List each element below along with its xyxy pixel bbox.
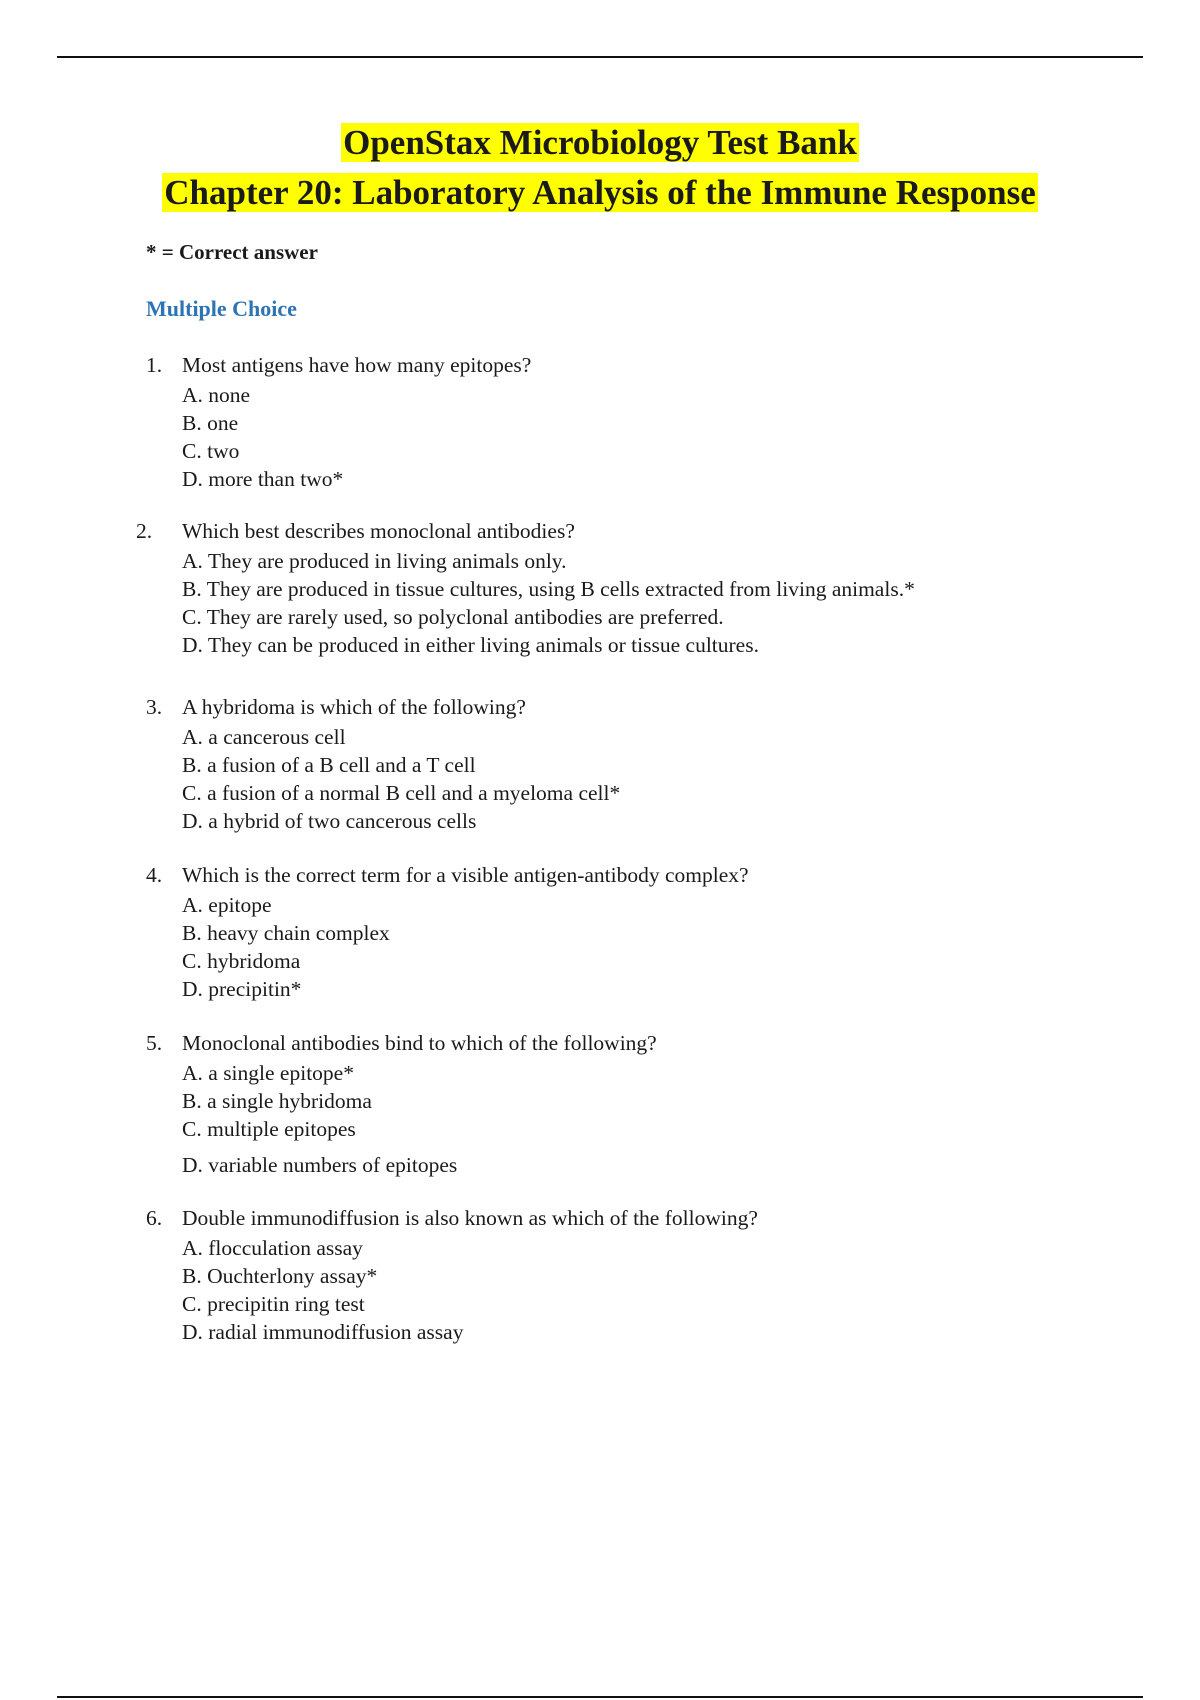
option-item: A. none: [182, 383, 251, 407]
option-item: D. a hybrid of two cancerous cells: [182, 809, 477, 833]
option-list: [182, 891, 390, 1003]
option-item: B. one: [182, 411, 239, 435]
option-item: A. They are produced in living animals only.: [182, 549, 567, 573]
option-item: C. two: [182, 439, 240, 463]
option-item: C. precipitin ring test: [182, 1292, 365, 1316]
option-item: C. a fusion of a normal B cell and a myeloma cell*: [182, 781, 621, 805]
option-item: A. flocculation assay: [182, 1236, 363, 1260]
question-number: 4.: [146, 863, 163, 887]
option-item: C. multiple epitopes: [182, 1117, 356, 1141]
option-item: D. radial immunodiffusion assay: [182, 1320, 464, 1344]
option-list: [182, 723, 620, 835]
subtitle-line: [0, 170, 1200, 216]
option-list: [182, 1059, 457, 1179]
option-item: A. a single epitope*: [182, 1061, 354, 1085]
question-text: Double immunodiffusion is also known as which of the following?: [182, 1206, 758, 1230]
option-item: B. a fusion of a B cell and a T cell: [182, 753, 476, 777]
bottom-rule: [57, 1696, 1143, 1698]
option-item: A. epitope: [182, 893, 272, 917]
option-item: B. They are produced in tissue cultures, using B cells extracted from living animals.*: [182, 577, 915, 601]
option-item: D. more than two*: [182, 467, 344, 491]
option-item: B. Ouchterlony assay*: [182, 1264, 378, 1288]
top-rule: [57, 56, 1143, 58]
document-header: [0, 120, 1200, 220]
section-heading: Multiple Choice: [146, 296, 297, 321]
option-item: C. hybridoma: [182, 949, 301, 973]
title-line: [0, 120, 1200, 166]
option-item: B. a single hybridoma: [182, 1089, 372, 1113]
question-text: A hybridoma is which of the following?: [182, 695, 526, 719]
option-item: D. variable numbers of epitopes: [182, 1153, 458, 1177]
option-item: D. They can be produced in either living animals or tissue cultures.: [182, 633, 759, 657]
question-number: 2.: [136, 519, 153, 543]
option-item: B. heavy chain complex: [182, 921, 390, 945]
document-subtitle: Chapter 20: Laboratory Analysis of the Immune Response: [164, 173, 1036, 212]
option-list: [182, 1234, 463, 1346]
question-number: 3.: [146, 695, 163, 719]
question-number: 1.: [146, 353, 163, 377]
option-item: C. They are rarely used, so polyclonal antibodies are preferred.: [182, 605, 724, 629]
option-list: [182, 381, 343, 493]
question-text: Which best describes monoclonal antibodies?: [182, 519, 575, 543]
question-text: Which is the correct term for a visible antigen-antibody complex?: [182, 863, 749, 887]
question-number: 5.: [146, 1031, 163, 1055]
option-item: D. precipitin*: [182, 977, 302, 1001]
question-number: 6.: [146, 1206, 163, 1230]
question-text: Monoclonal antibodies bind to which of the following?: [182, 1031, 657, 1055]
option-item: A. a cancerous cell: [182, 725, 346, 749]
option-list: [182, 547, 915, 659]
question-text: Most antigens have how many epitopes?: [182, 353, 532, 377]
document-title: OpenStax Microbiology Test Bank: [343, 123, 857, 162]
answer-legend: * = Correct answer: [146, 240, 318, 264]
